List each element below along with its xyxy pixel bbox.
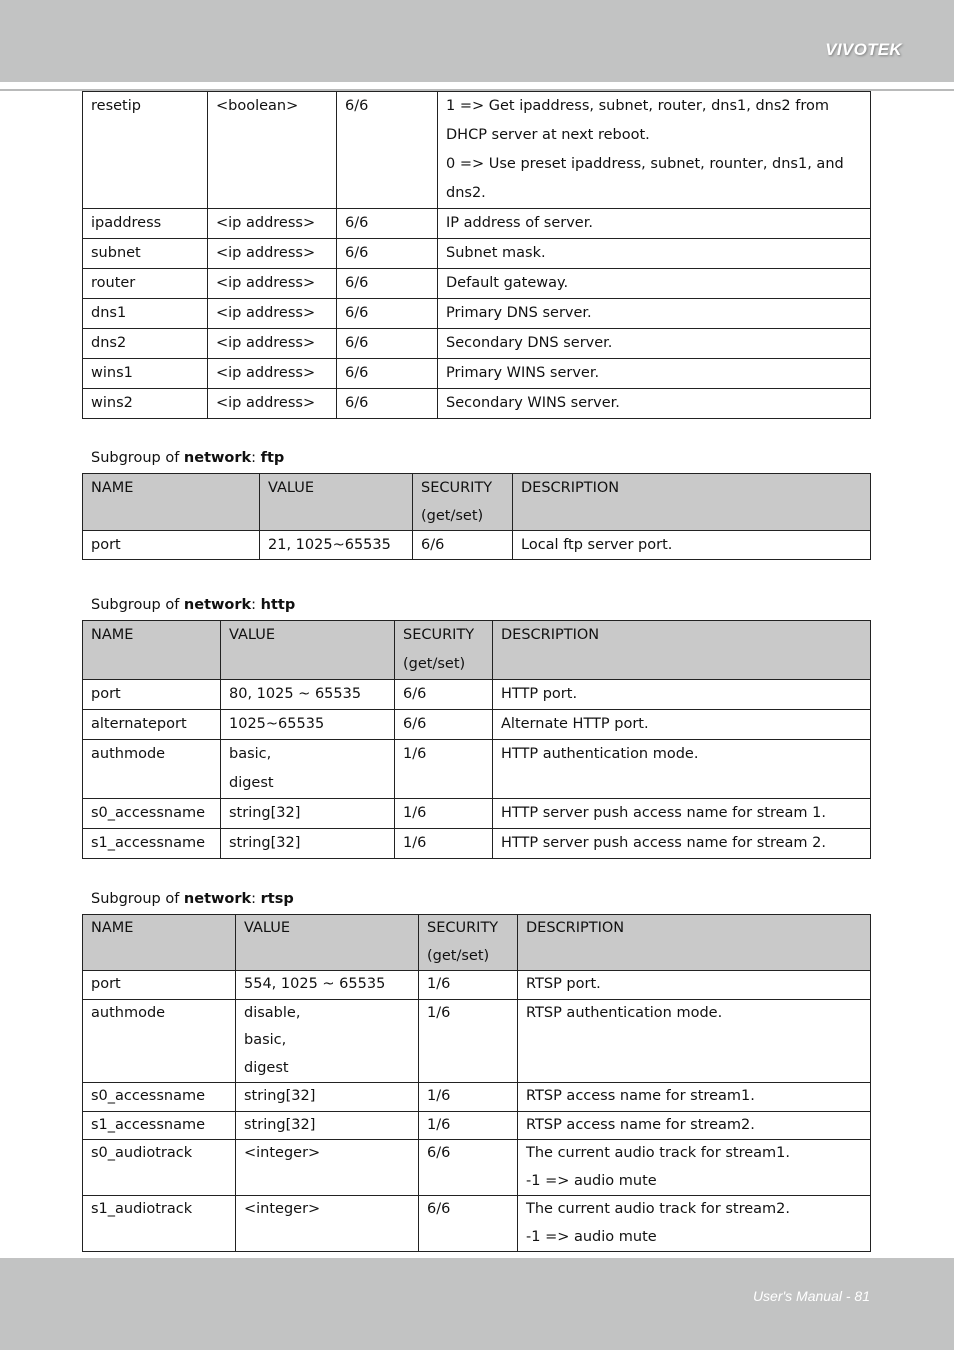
table-cell: s0_accessname bbox=[83, 799, 221, 829]
subgroup-title-ftp bbox=[91, 450, 284, 466]
header-row bbox=[83, 621, 871, 680]
subgroup-name: ftp bbox=[260, 450, 285, 466]
table-cell: port bbox=[83, 531, 260, 560]
ftp-table bbox=[82, 473, 871, 560]
table-row bbox=[83, 1196, 871, 1252]
table-cell: The current audio track for stream2. -1 => audio mute bbox=[518, 1196, 871, 1252]
table-header bbox=[83, 474, 871, 531]
table-cell: 1/6 bbox=[419, 971, 518, 1000]
table-cell: <integer> bbox=[236, 1196, 419, 1252]
table-cell: basic, digest bbox=[221, 740, 395, 799]
table-row bbox=[83, 209, 871, 239]
table-cell: s1_audiotrack bbox=[83, 1196, 236, 1252]
table-row bbox=[83, 1140, 871, 1196]
table-cell: s0_audiotrack bbox=[83, 1140, 236, 1196]
column-header: VALUE bbox=[221, 621, 395, 680]
table-cell: disable, basic, digest bbox=[236, 999, 419, 1083]
column-header: DESCRIPTION bbox=[518, 915, 871, 971]
subgroup-prefix: Subgroup of bbox=[91, 891, 184, 907]
subgroup-sep: : bbox=[251, 597, 261, 613]
table-body bbox=[83, 531, 871, 560]
table-cell: port bbox=[83, 680, 221, 710]
table-cell: Local ftp server port. bbox=[513, 531, 871, 560]
table-cell: ipaddress bbox=[83, 209, 208, 239]
table-row bbox=[83, 299, 871, 329]
column-header: VALUE bbox=[236, 915, 419, 971]
table-cell: Subnet mask. bbox=[438, 239, 871, 269]
table-row bbox=[83, 389, 871, 419]
table-cell: <ip address> bbox=[208, 389, 337, 419]
table-cell: Secondary WINS server. bbox=[438, 389, 871, 419]
table-cell: string[32] bbox=[221, 829, 395, 859]
page-header bbox=[0, 0, 954, 82]
table-row bbox=[83, 999, 871, 1083]
table-cell: 6/6 bbox=[337, 299, 438, 329]
http-table bbox=[82, 620, 871, 859]
table-cell: RTSP access name for stream2. bbox=[518, 1111, 871, 1140]
table-cell: <boolean> bbox=[208, 92, 337, 209]
header-row bbox=[83, 474, 871, 531]
subgroup-prefix: Subgroup of bbox=[91, 450, 184, 466]
brand-logo: VIVOTEK bbox=[825, 40, 902, 59]
table-cell: s0_accessname bbox=[83, 1083, 236, 1112]
page-number: User's Manual - 81 bbox=[752, 1288, 870, 1304]
subgroup-group: network bbox=[183, 891, 252, 907]
table-cell: string[32] bbox=[236, 1083, 419, 1112]
table-cell: 6/6 bbox=[419, 1140, 518, 1196]
column-header: DESCRIPTION bbox=[493, 621, 871, 680]
table-cell: 6/6 bbox=[337, 359, 438, 389]
subgroup-sep: : bbox=[251, 450, 261, 466]
table-cell: wins2 bbox=[83, 389, 208, 419]
table-cell: HTTP authentication mode. bbox=[493, 740, 871, 799]
table-row bbox=[83, 740, 871, 799]
column-header: VALUE bbox=[260, 474, 413, 531]
table-cell: <ip address> bbox=[208, 209, 337, 239]
column-header: SECURITY (get/set) bbox=[413, 474, 513, 531]
table-row bbox=[83, 1111, 871, 1140]
table-cell: <integer> bbox=[236, 1140, 419, 1196]
table-cell: 554, 1025 ~ 65535 bbox=[236, 971, 419, 1000]
page-footer bbox=[0, 1258, 954, 1350]
table-cell: 6/6 bbox=[419, 1196, 518, 1252]
table-cell: 6/6 bbox=[337, 209, 438, 239]
table-body bbox=[83, 92, 871, 419]
table-cell: IP address of server. bbox=[438, 209, 871, 239]
table-row bbox=[83, 329, 871, 359]
table-cell: 1 => Get ipaddress, subnet, router, dns1, dns2 from DHCP server at next reboot. 0 => Use preset ipaddress, subnet, rounter, dns1, and dns2. bbox=[438, 92, 871, 209]
table-cell: dns2 bbox=[83, 329, 208, 359]
table-cell: authmode bbox=[83, 999, 236, 1083]
table-cell: 6/6 bbox=[337, 269, 438, 299]
table-cell: 1025~65535 bbox=[221, 710, 395, 740]
subgroup-name: rtsp bbox=[260, 891, 294, 907]
table-cell: 1/6 bbox=[395, 799, 493, 829]
column-header: NAME bbox=[83, 621, 221, 680]
column-header: SECURITY (get/set) bbox=[395, 621, 493, 680]
table-cell: <ip address> bbox=[208, 239, 337, 269]
subgroup-sep: : bbox=[251, 891, 261, 907]
table-cell: s1_accessname bbox=[83, 1111, 236, 1140]
table-cell: Primary DNS server. bbox=[438, 299, 871, 329]
table-row bbox=[83, 359, 871, 389]
column-header: DESCRIPTION bbox=[513, 474, 871, 531]
subgroup-prefix: Subgroup of bbox=[91, 597, 184, 613]
table-cell: authmode bbox=[83, 740, 221, 799]
table-row bbox=[83, 799, 871, 829]
table-cell: 1/6 bbox=[419, 1111, 518, 1140]
table-cell: The current audio track for stream1. -1 => audio mute bbox=[518, 1140, 871, 1196]
subgroup-name: http bbox=[260, 597, 296, 613]
table-header bbox=[83, 621, 871, 680]
column-header: NAME bbox=[83, 474, 260, 531]
subgroup-title-rtsp bbox=[91, 891, 294, 907]
table-cell: Primary WINS server. bbox=[438, 359, 871, 389]
table-header bbox=[83, 915, 871, 971]
table-row bbox=[83, 710, 871, 740]
table-cell: subnet bbox=[83, 239, 208, 269]
table-cell: Alternate HTTP port. bbox=[493, 710, 871, 740]
table-cell: HTTP port. bbox=[493, 680, 871, 710]
column-header: NAME bbox=[83, 915, 236, 971]
header-row bbox=[83, 915, 871, 971]
subgroup-group: network bbox=[183, 597, 252, 613]
table-cell: <ip address> bbox=[208, 329, 337, 359]
table-cell: <ip address> bbox=[208, 299, 337, 329]
table-row bbox=[83, 971, 871, 1000]
table-row bbox=[83, 269, 871, 299]
table-cell: port bbox=[83, 971, 236, 1000]
table-cell: HTTP server push access name for stream 2. bbox=[493, 829, 871, 859]
table-row bbox=[83, 239, 871, 269]
table-cell: RTSP port. bbox=[518, 971, 871, 1000]
table-cell: RTSP authentication mode. bbox=[518, 999, 871, 1083]
table-cell: 21, 1025~65535 bbox=[260, 531, 413, 560]
table-cell: 1/6 bbox=[419, 1083, 518, 1112]
table-cell: 1/6 bbox=[419, 999, 518, 1083]
subgroup-group: network bbox=[183, 450, 252, 466]
subgroup-title-http bbox=[91, 597, 295, 613]
table-cell: 6/6 bbox=[337, 239, 438, 269]
table-cell: Secondary DNS server. bbox=[438, 329, 871, 359]
table-cell: <ip address> bbox=[208, 359, 337, 389]
table-cell: 80, 1025 ~ 65535 bbox=[221, 680, 395, 710]
table-cell: wins1 bbox=[83, 359, 208, 389]
table-cell: 6/6 bbox=[413, 531, 513, 560]
rtsp-table bbox=[82, 914, 871, 1252]
network-general-table bbox=[82, 91, 871, 419]
table-cell: dns1 bbox=[83, 299, 208, 329]
table-row bbox=[83, 680, 871, 710]
table-cell: s1_accessname bbox=[83, 829, 221, 859]
table-body bbox=[83, 971, 871, 1252]
table-row bbox=[83, 829, 871, 859]
table-row bbox=[83, 531, 871, 560]
column-header: SECURITY (get/set) bbox=[419, 915, 518, 971]
table-cell: 1/6 bbox=[395, 740, 493, 799]
table-row bbox=[83, 1083, 871, 1112]
table-cell: alternateport bbox=[83, 710, 221, 740]
table-cell: resetip bbox=[83, 92, 208, 209]
table-cell: <ip address> bbox=[208, 269, 337, 299]
table-cell: RTSP access name for stream1. bbox=[518, 1083, 871, 1112]
table-cell: 1/6 bbox=[395, 829, 493, 859]
table-cell: Default gateway. bbox=[438, 269, 871, 299]
table-cell: string[32] bbox=[221, 799, 395, 829]
table-cell: 6/6 bbox=[395, 710, 493, 740]
table-cell: router bbox=[83, 269, 208, 299]
table-body bbox=[83, 680, 871, 859]
table-cell: string[32] bbox=[236, 1111, 419, 1140]
table-cell: 6/6 bbox=[337, 389, 438, 419]
table-row bbox=[83, 92, 871, 209]
table-cell: 6/6 bbox=[337, 92, 438, 209]
table-cell: 6/6 bbox=[337, 329, 438, 359]
table-cell: HTTP server push access name for stream 1. bbox=[493, 799, 871, 829]
table-cell: 6/6 bbox=[395, 680, 493, 710]
